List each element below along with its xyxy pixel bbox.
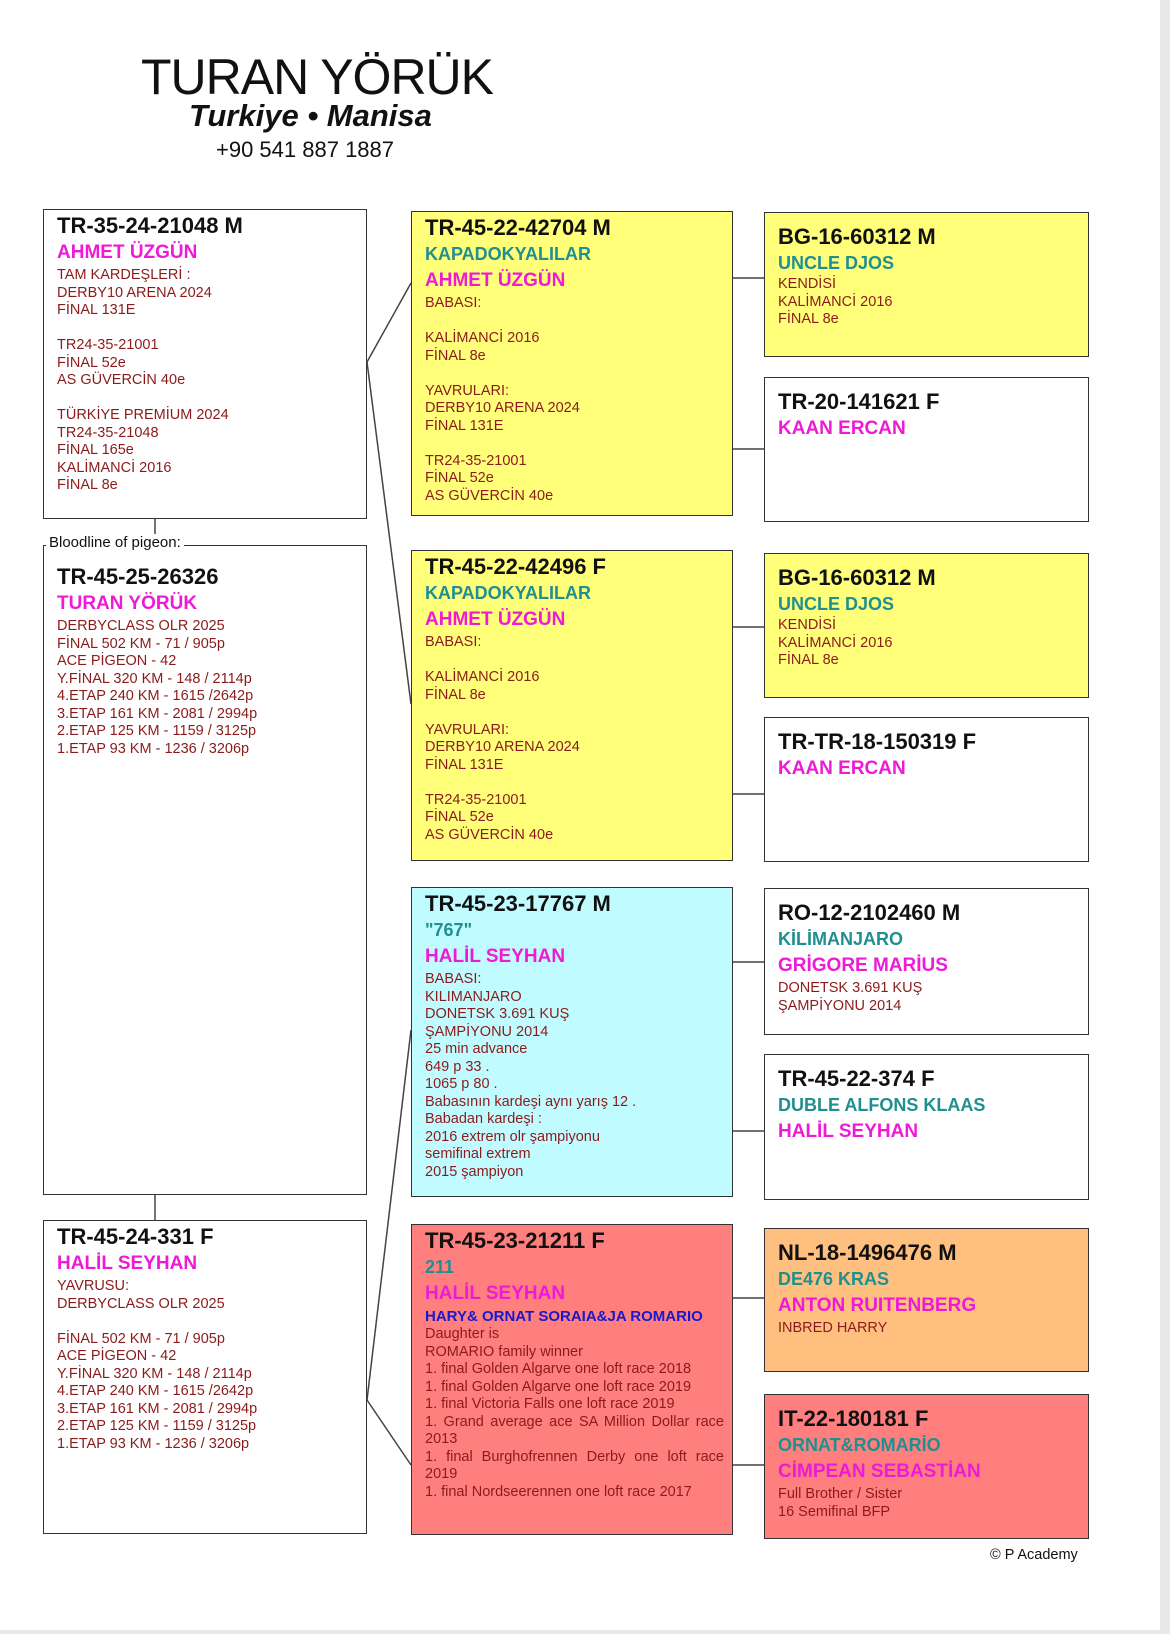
ss-sire-box <box>764 212 1089 357</box>
ss-sire-ring-number: BG-16-60312 M <box>778 224 936 249</box>
ds-dam-breeder: HALİL SEYHAN <box>778 1121 919 1142</box>
bloodline-label: Bloodline of pigeon: <box>46 534 184 551</box>
dam-sire-ring-number: TR-45-23-17767 M <box>425 891 611 916</box>
owner-location: Turkiye • Manisa <box>189 98 432 133</box>
dam-box <box>43 1220 367 1534</box>
dam-notes: YAVRUSU: DERBYCLASS OLR 2025 FİNAL 502 KM - 71 / 905p ACE PİGEON - 42 Y.FİNAL 320 KM - 148 / 2114p 4.ETAP 240 KM - 1615 /2642p 3.ETAP 161 KM - 2081 / 2994p 2.ETAP 125 KM - 1159 / 3125p 1.ETAP 93 KM - 1236 / 3206p <box>57 1278 258 1452</box>
dam-sire-breeder: HALİL SEYHAN <box>425 946 566 967</box>
sd-dam-ring-number: TR-TR-18-150319 F <box>778 729 977 754</box>
owner-phone: +90 541 887 1887 <box>216 137 395 162</box>
sire-sire-ring-number: TR-45-22-42704 M <box>425 215 611 240</box>
sire-dam-breeder: AHMET ÜZGÜN <box>425 609 566 630</box>
sire-dam-ring-number: TR-45-22-42496 F <box>425 554 606 579</box>
dd-dam-ring-number: IT-22-180181 F <box>778 1406 929 1431</box>
pigeon-breeder: TURAN YÖRÜK <box>57 593 198 614</box>
ss-sire-notes: KENDİSİ KALİMANCİ 2016 FİNAL 8e <box>778 276 893 327</box>
sire-breeder: AHMET ÜZGÜN <box>57 242 198 263</box>
dam-dam-ring-number: TR-45-23-21211 F <box>425 1228 605 1253</box>
sire-box <box>43 209 367 519</box>
sire-sire-name: KAPADOKYALILAR <box>425 244 592 264</box>
sd-sire-notes: KENDİSİ KALİMANCİ 2016 FİNAL 8e <box>778 617 893 668</box>
dd-dam-breeder: CİMPEAN SEBASTİAN <box>778 1461 981 1482</box>
dd-sire-name: DE476 KRAS <box>778 1269 890 1289</box>
dam-ring-number: TR-45-24-331 F <box>57 1224 214 1249</box>
sd-sire-name: UNCLE DJOS <box>778 594 895 614</box>
dam-dam-box <box>411 1224 733 1535</box>
ss-dam-box <box>764 377 1089 522</box>
dd-dam-name: ORNAT&ROMARİO <box>778 1435 941 1455</box>
sd-dam-box <box>764 717 1089 862</box>
dam-sire-box <box>411 887 733 1197</box>
sd-dam-breeder: KAAN ERCAN <box>778 758 906 779</box>
ds-dam-name: DUBLE ALFONS KLAAS <box>778 1095 986 1115</box>
ss-dam-ring-number: TR-20-141621 F <box>778 389 940 414</box>
dd-sire-ring-number: NL-18-1496476 M <box>778 1240 957 1265</box>
sd-sire-ring-number: BG-16-60312 M <box>778 565 936 590</box>
sire-dam-name: KAPADOKYALILAR <box>425 583 592 603</box>
sire-sire-breeder: AHMET ÜZGÜN <box>425 270 566 291</box>
pigeon-box <box>43 545 367 1195</box>
ss-dam-breeder: KAAN ERCAN <box>778 418 906 439</box>
copyright-footer: © P Academy <box>990 1547 1078 1563</box>
sire-ring-number: TR-35-24-21048 M <box>57 213 243 238</box>
ds-dam-ring-number: TR-45-22-374 F <box>778 1066 935 1091</box>
dd-sire-breeder: ANTON RUITENBERG <box>778 1295 977 1316</box>
pigeon-ring-number: TR-45-25-26326 <box>57 564 219 589</box>
ds-sire-breeder: GRİGORE MARİUS <box>778 955 948 976</box>
sd-sire-box <box>764 553 1089 698</box>
ds-sire-ring-number: RO-12-2102460 M <box>778 900 961 925</box>
dd-sire-notes: INBRED HARRY <box>778 1320 888 1336</box>
ds-sire-box <box>764 888 1089 1035</box>
dd-dam-box <box>764 1394 1089 1539</box>
ds-sire-name: KİLİMANJARO <box>778 929 903 949</box>
sire-notes: TAM KARDEŞLERİ : DERBY10 ARENA 2024 FİNAL 131E TR24-35-21001 FİNAL 52e AS GÜVERCİN 40e TÜRKİYE PREMİUM 2024 TR24-35-21048 FİNAL 165e KALİMANCİ 2016 FİNAL 8e <box>57 267 229 493</box>
ds-dam-box <box>764 1054 1089 1200</box>
pigeon-notes: DERBYCLASS OLR 2025 FİNAL 502 KM - 71 / 905p ACE PİGEON - 42 Y.FİNAL 320 KM - 148 / 2114p 4.ETAP 240 KM - 1615 /2642p 3.ETAP 161 KM - 2081 / 2994p 2.ETAP 125 KM - 1159 / 3125p 1.ETAP 93 KM - 1236 / 3206p <box>57 618 258 757</box>
dam-breeder: HALİL SEYHAN <box>57 1253 198 1274</box>
ss-sire-name: UNCLE DJOS <box>778 253 895 273</box>
dam-dam-name: 211 <box>425 1257 455 1277</box>
dd-sire-box <box>764 1228 1089 1372</box>
dam-dam-notes: Daughter is ROMARIO family winner 1. final Golden Algarve one loft race 2018 1. final Golden Algarve one loft race 2019 1. final Victoria Falls one loft race 2019 1. Grand average ace SA Million Dollar race 2013 1. final Burghofrennen Derby one loft race 2019 1. final Nordseerennen one loft race 2017 <box>425 1326 724 1500</box>
sire-sire-notes: BABASI: KALİMANCİ 2016 FİNAL 8e YAVRULARI: DERBY10 ARENA 2024 FİNAL 131E TR24-35-21001 FİNAL 52e AS GÜVERCİN 40e <box>425 295 580 504</box>
dd-dam-notes: Full Brother / Sister 16 Semifinal BFP <box>778 1486 903 1520</box>
ds-sire-notes: DONETSK 3.691 KUŞ ŞAMPİYONU 2014 <box>778 980 923 1014</box>
owner-name: TURAN YÖRÜK <box>141 49 494 105</box>
sire-sire-box <box>411 211 733 516</box>
sire-dam-notes: BABASI: KALİMANCİ 2016 FİNAL 8e YAVRULARI: DERBY10 ARENA 2024 FİNAL 131E TR24-35-21001 FİNAL 52e AS GÜVERCİN 40e <box>425 634 580 843</box>
dam-dam-breeder: HALİL SEYHAN <box>425 1283 566 1304</box>
dam-sire-notes: BABASI: KILIMANJARO DONETSK 3.691 KUŞ ŞAMPİYONU 2014 25 min advance 649 p 33 . 1065 p 80 . Babasının kardeşi aynı yarış 12 . Babadan kardeşi : 2016 extrem olr şampiyonu semifinal extrem 2015 şampiyon <box>425 971 637 1180</box>
sire-dam-box <box>411 550 733 861</box>
dam-sire-name: "767" <box>425 920 473 940</box>
dam-dam-lineage: HARY& ORNAT SORAIA&JA ROMARIO <box>425 1308 703 1325</box>
